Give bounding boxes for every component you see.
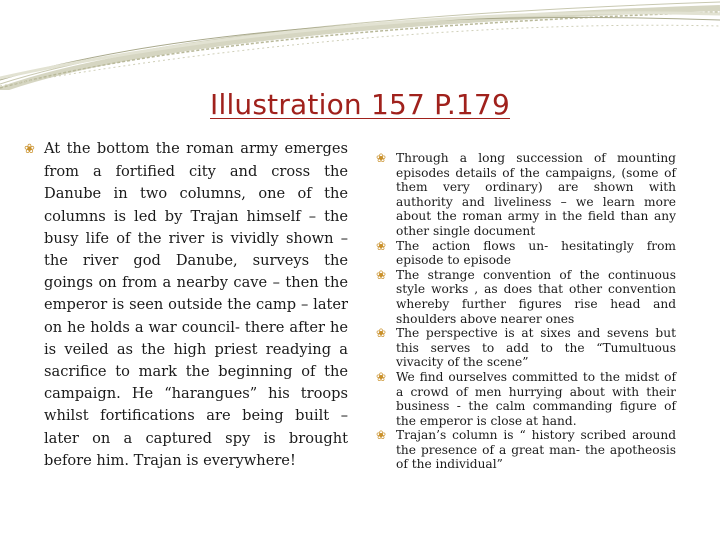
- bullet-text: Trajan’s column is “ history scribed around the presence of a great man- the apotheosis of the individual”: [396, 428, 676, 472]
- bullet-text: The perspective is at sixes and sevens but this serves to add to the “Tumultuous vivacity of the scene”: [396, 326, 676, 370]
- slide-title-text: Illustration 157 P.179: [210, 88, 510, 121]
- bullet-text: The strange convention of the continuous style works , as does that other convention whereby further figures rise head and shoulders above nearer ones: [396, 267, 676, 326]
- bullet-text: Through a long succession of mounting episodes details of the campaigns, (some of them very ordinary) are shown with authority and liveliness – we learn more about the roman army in the field than any other single document: [396, 151, 676, 238]
- list-item: [376, 268, 676, 326]
- wingding-bullet-icon: ❀: [376, 428, 387, 443]
- right-bullet-list: [376, 151, 676, 472]
- header-swoosh-decoration: [0, 0, 720, 90]
- wingding-bullet-icon: ❀: [24, 142, 35, 157]
- wingding-bullet-icon: ❀: [376, 267, 387, 282]
- list-item: [376, 428, 676, 472]
- list-item: [376, 370, 676, 428]
- bullet-text: We find ourselves committed to the midst of a crowd of men hurrying about with their business - the calm commanding figure of the emperor is close at hand.: [396, 369, 676, 428]
- list-item: [376, 239, 676, 268]
- wingding-bullet-icon: ❀: [376, 151, 387, 165]
- bullet-text: The action flows un- hesitatingly from episode to episode: [396, 238, 676, 268]
- list-item: [376, 151, 676, 239]
- wingding-bullet-icon: ❀: [376, 369, 387, 384]
- slide-title: [0, 88, 720, 121]
- left-text-column: [24, 138, 348, 472]
- left-paragraph: At the bottom the roman army emerges from a fortified city and cross the Danube in two columns, one of the columns is led by Trajan himself – the busy life of the river is vividly shown – the river god Danube, surveys the goings on from a nearby cave – then the emperor is seen outside the camp – later on he holds a war council- there after he is veiled as the high priest readying a sacrifice to mark the beginning of the campaign. He “harangues” his troops whilst fortifications are being built –later on a captured spy is brought before him. Trajan is everywhere!: [44, 140, 348, 469]
- wingding-bullet-icon: ❀: [376, 326, 387, 341]
- wingding-bullet-icon: ❀: [376, 238, 387, 253]
- list-item: [376, 326, 676, 370]
